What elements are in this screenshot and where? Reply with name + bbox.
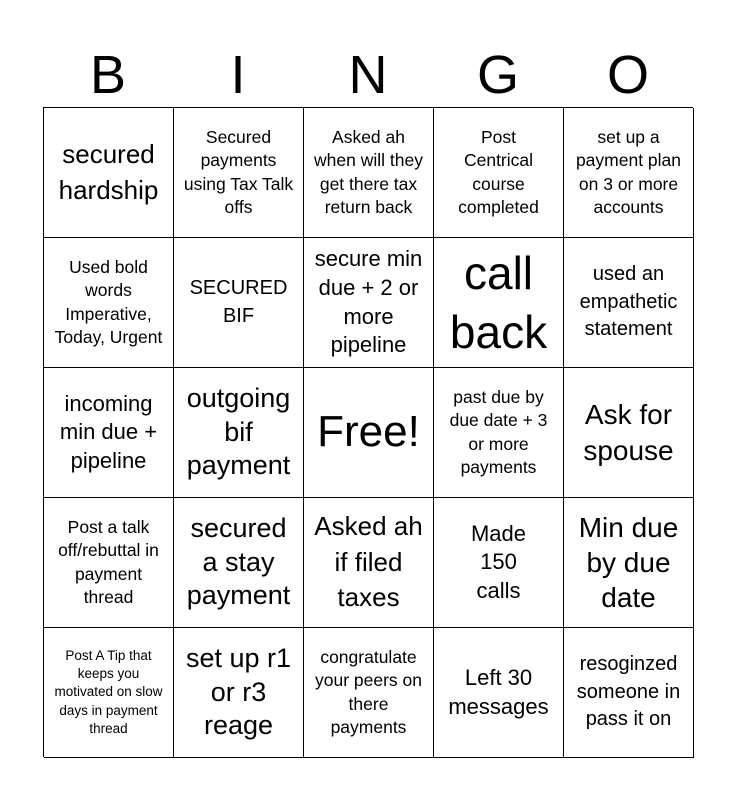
bingo-cell-r1c4[interactable] — [434, 108, 564, 238]
bingo-cell-r1c1[interactable] — [44, 108, 174, 238]
cell-text: Post A Tip that keeps you motivated on slow days in payment thread — [54, 647, 163, 737]
cell-text: Post a talk off/rebuttal in payment thread — [58, 517, 159, 607]
cell-text: Left 30 messages — [448, 664, 549, 719]
cell-text: outgoing bif payment — [186, 383, 291, 481]
cell-text: incoming min due + pipeline — [59, 390, 158, 473]
cell-text: call back — [449, 246, 548, 358]
bingo-cell-r4c5[interactable] — [564, 498, 694, 628]
cell-text: past due by due date + 3 or more payments — [449, 387, 548, 477]
bingo-cell-r1c2[interactable] — [174, 108, 304, 238]
header-letter-o: O — [606, 45, 649, 105]
cell-text: resoginzed someone in pass it on — [576, 653, 681, 731]
cell-text: SECURED BIF — [189, 276, 288, 327]
bingo-cell-r2c4[interactable] — [434, 238, 564, 368]
bingo-cell-r1c3[interactable] — [304, 108, 434, 238]
cell-text: secured a stay payment — [186, 513, 291, 611]
bingo-cell-r5c3[interactable] — [304, 628, 434, 758]
cell-text: Ask for spouse — [583, 399, 674, 466]
cell-text: congratulate your peers on there payments — [314, 647, 422, 737]
bingo-cell-r1c5[interactable] — [564, 108, 694, 238]
bingo-cell-r3c4[interactable] — [434, 368, 564, 498]
bingo-cell-r5c1[interactable] — [44, 628, 174, 758]
bingo-cell-r4c4[interactable] — [434, 498, 564, 628]
bingo-board — [43, 107, 693, 757]
bingo-header — [43, 44, 693, 106]
bingo-cell-r3c3[interactable] — [304, 368, 434, 498]
header-letter-i: I — [230, 45, 246, 105]
bingo-cell-r4c1[interactable] — [44, 498, 174, 628]
bingo-cell-r5c5[interactable] — [564, 628, 694, 758]
cell-text: set up r1 or r3 reage — [185, 643, 292, 741]
cell-text: Free! — [317, 407, 420, 457]
bingo-cell-r5c4[interactable] — [434, 628, 564, 758]
bingo-cell-r3c1[interactable] — [44, 368, 174, 498]
header-letter-n: N — [348, 45, 388, 105]
bingo-cell-r4c3[interactable] — [304, 498, 434, 628]
cell-text: Post Centrical course completed — [458, 127, 539, 217]
header-letter-g: G — [476, 45, 519, 105]
bingo-cell-r3c2[interactable] — [174, 368, 304, 498]
cell-text: Used bold words Imperative, Today, Urgent — [54, 257, 163, 347]
bingo-cell-r2c3[interactable] — [304, 238, 434, 368]
bingo-cell-r4c2[interactable] — [174, 498, 304, 628]
bingo-cell-r2c5[interactable] — [564, 238, 694, 368]
cell-text: secure min due + 2 or more pipeline — [314, 246, 423, 358]
cell-text: Min due by due date — [578, 511, 679, 614]
cell-text: set up a payment plan on 3 or more accounts — [575, 127, 682, 217]
cell-text: Asked ah if filed taxes — [314, 511, 423, 613]
header-letter-b: B — [89, 45, 127, 105]
cell-text: secured hardship — [58, 139, 159, 205]
cell-text: used an empathetic statement — [579, 263, 678, 341]
cell-text: Made 150 calls — [470, 520, 527, 603]
bingo-cell-r2c1[interactable] — [44, 238, 174, 368]
bingo-cell-r5c2[interactable] — [174, 628, 304, 758]
cell-text: Secured payments using Tax Talk offs — [183, 127, 294, 217]
bingo-cell-r2c2[interactable] — [174, 238, 304, 368]
bingo-cell-r3c5[interactable] — [564, 368, 694, 498]
cell-text: Asked ah when will they get there tax return back — [314, 127, 423, 217]
